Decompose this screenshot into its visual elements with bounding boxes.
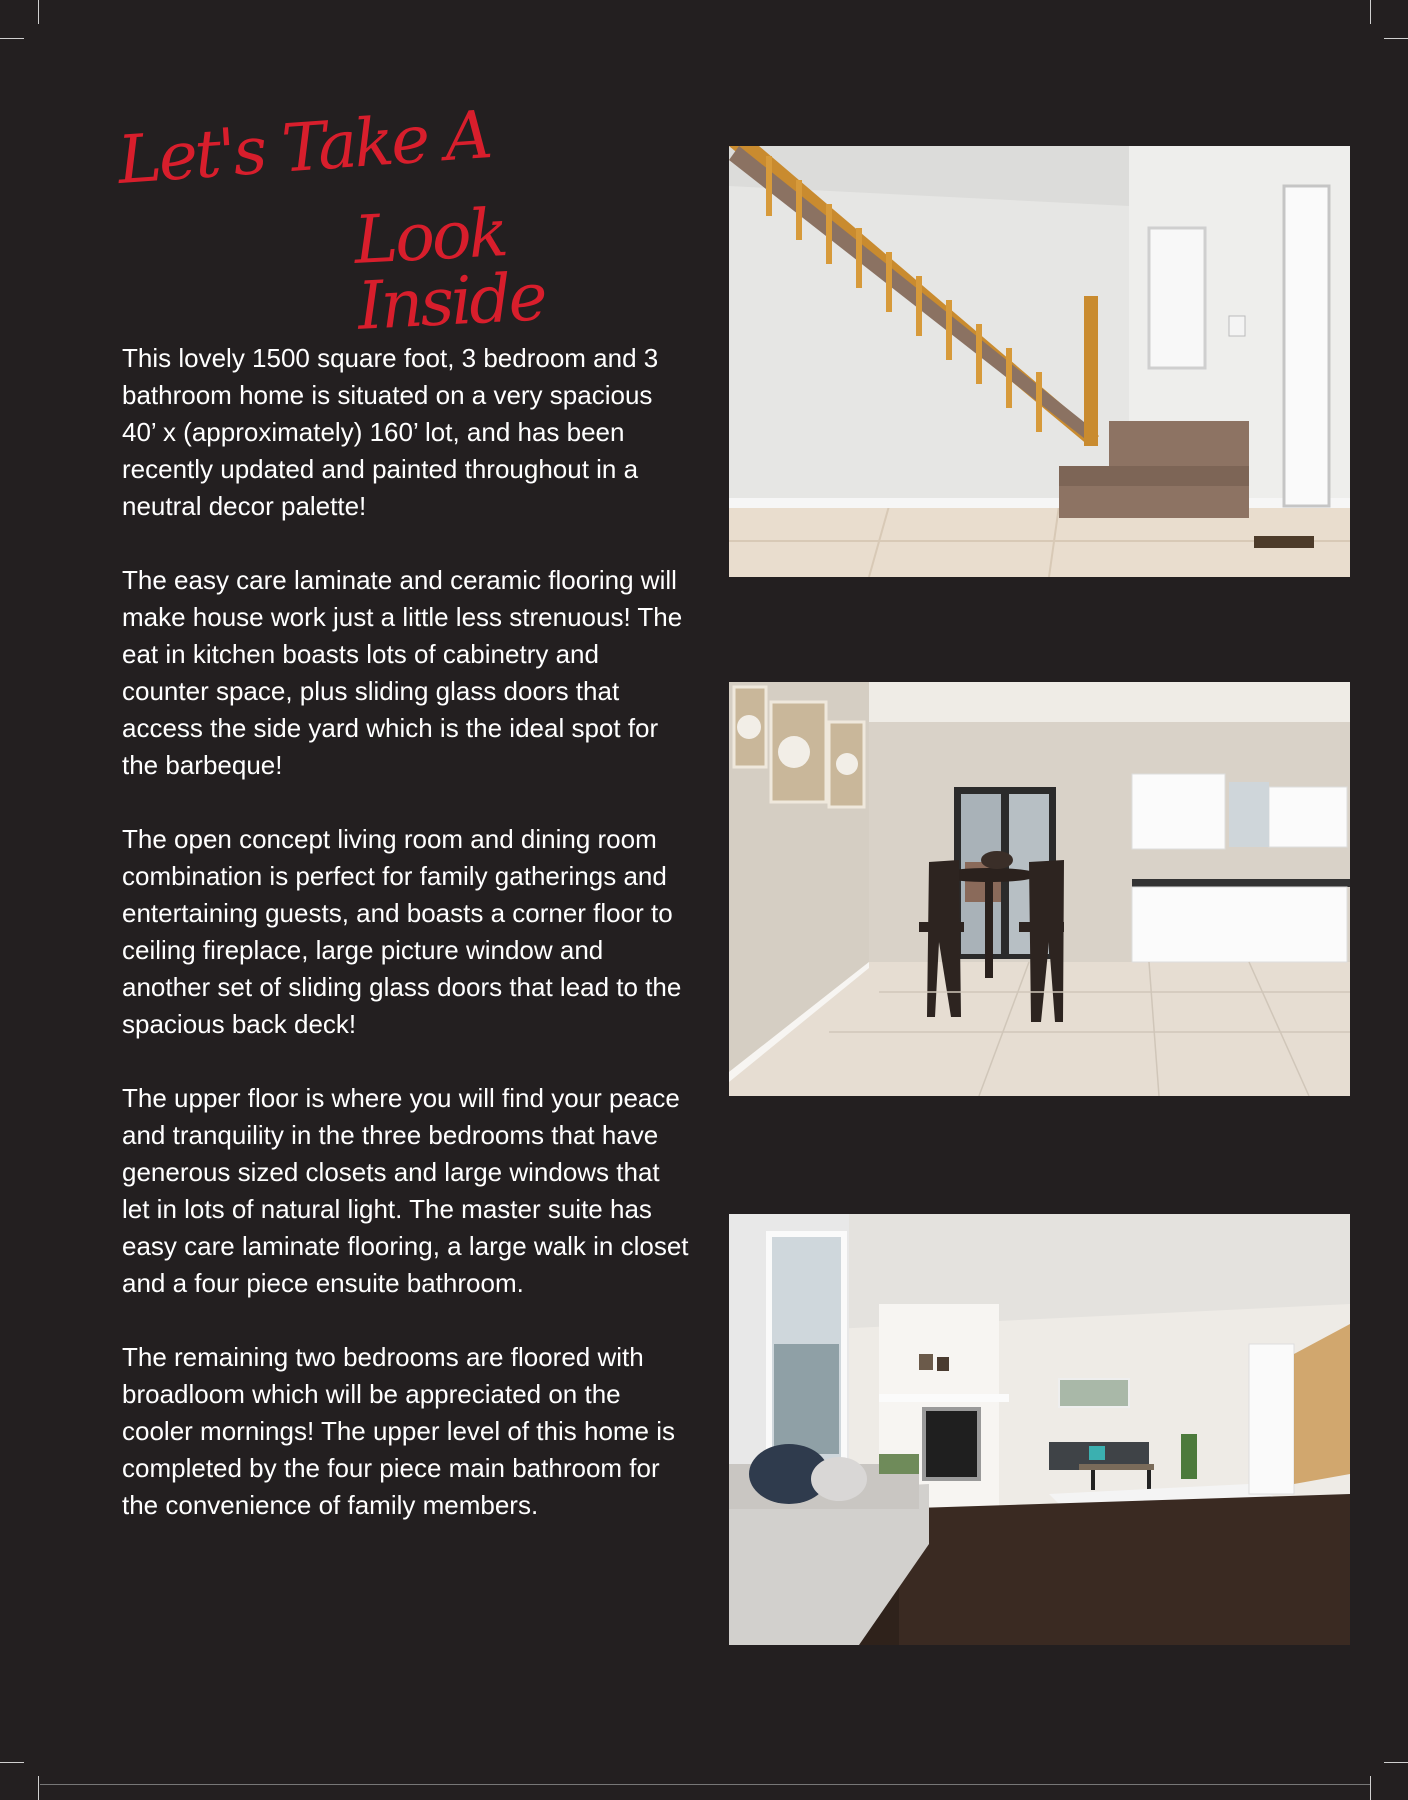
- staircase-photo: [729, 146, 1350, 577]
- paragraph-kitchen: The easy care laminate and ceramic flooring will make house work just a little less strenuous! The eat in kitchen boasts lots of cabinetry and counter space, plus sliding glass doors that access the side yard which is the ideal spot for the barbeque!: [122, 565, 683, 780]
- crop-mark: [1370, 0, 1371, 24]
- paragraph-upper-floor: The upper floor is where you will find your peace and tranquility in the three bedrooms that have generous sized closets and large windows that let in lots of natural light. The master suite has easy care laminate flooring, a large walk in closet and a four piece ensuite bathroom.: [122, 1083, 689, 1298]
- crop-mark: [0, 38, 24, 39]
- crop-mark: [1370, 1776, 1371, 1800]
- description-text: [122, 340, 692, 1561]
- living-room-photo: [729, 1214, 1350, 1645]
- crop-mark: [1384, 38, 1408, 39]
- paragraph-bedrooms: The remaining two bedrooms are floored with broadloom which will be appreciated on the cooler mornings! The upper level of this home is completed by the four piece main bathroom for the convenience of family members.: [122, 1342, 676, 1520]
- crop-mark: [1384, 1762, 1408, 1763]
- paragraph-intro: This lovely 1500 square foot, 3 bedroom and 3 bathroom home is situated on a very spacious 40’ x (approximately) 160’ lot, and has been recently updated and painted throughout in a neutral decor palette!: [122, 343, 659, 521]
- crop-mark: [0, 1762, 24, 1763]
- title-line-2: Look Inside: [352, 194, 547, 345]
- paragraph-living-room: The open concept living room and dining room combination is perfect for family gatherings and entertaining guests, and boasts a corner floor to ceiling fireplace, large picture window and another set of sliding glass doors that lead to the spacious back deck!: [122, 824, 682, 1039]
- title-line-1: Let's Take A: [115, 96, 493, 199]
- crop-mark: [40, 1784, 1370, 1785]
- kitchen-photo: [729, 682, 1350, 1096]
- crop-mark: [38, 0, 39, 24]
- crop-mark: [38, 1776, 39, 1800]
- page-title: [115, 96, 678, 345]
